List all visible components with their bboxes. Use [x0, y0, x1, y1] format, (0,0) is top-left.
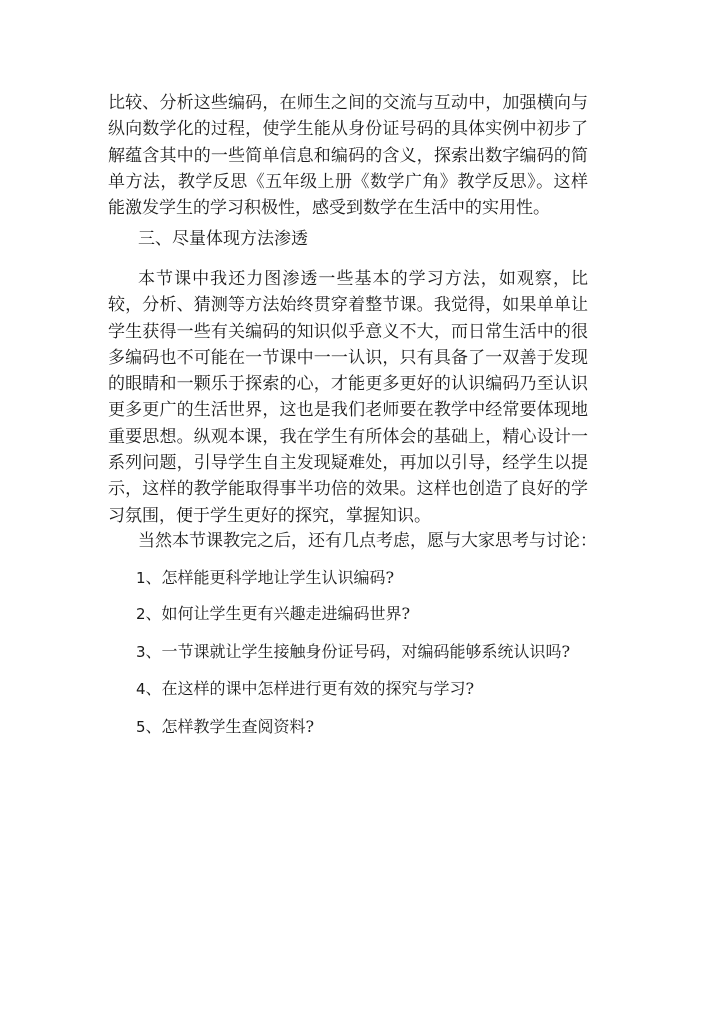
question-number: 4: [136, 680, 146, 698]
section-heading-method: 三、尽量体现方法渗透: [138, 229, 308, 249]
paragraph-reflection: 比较、分析这些编码，在师生之间的交流与互动中，加强横向与纵向数学化的过程，使学生能从身份证号码的具体实例中初步了解蕴含其中的一些简单信息和编码的含义，探索出数字编码的简单方法，教学反思《五年级上册《数学广角》教学反思》。这样能激发学生的学习积极性，感受到数学在生活中的实用性。: [108, 93, 588, 219]
question-number: 2: [136, 605, 146, 623]
question-text: 、怎样教学生查阅资料?: [145, 717, 315, 736]
paragraph-method: 本节课中我还力图渗透一些基本的学习方法，如观察，比较，分析、猜测等方法始终贯穿着整节课。我觉得，如果单单让学生获得一些有关编码的知识似乎意义不大，而日常生活中的很多编码也不可能在一节课中一一认识，只有具备了一双善于发现的眼睛和一颗乐于探索的心，才能更多更好的认识编码乃至认识更多更广的生活世界，这也是我们老师要在教学中经常要体现地重要思想。纵观本课，我在学生有所体会的基础上，精心设计一系列问题，引导学生自主发现疑难处，再加以引导，经学生以提示，这样的教学能取得事半功倍的效果。这样也创造了良好的学习氛围，便于学生更好的探究，掌握知识。: [108, 269, 588, 526]
question-item: [136, 714, 314, 740]
question-number: 3: [136, 643, 146, 661]
question-text: 、如何让学生更有兴趣走进编码世界?: [145, 604, 411, 623]
question-text: 、一节课就让学生接触身份证号码，对编码能够系统认识吗?: [145, 642, 571, 661]
question-number: 1: [136, 569, 146, 587]
question-item: [136, 639, 570, 665]
question-text: 、怎样能更科学地让学生认识编码?: [145, 568, 395, 587]
question-text: 、在这样的课中怎样进行更有效的探究与学习?: [145, 679, 475, 698]
question-number: 5: [136, 718, 146, 736]
question-item: [136, 565, 394, 591]
paragraph-considerations: 当然本节课教完之后，还有几点考虑，愿与大家思考与讨论：: [138, 531, 597, 551]
question-item: [136, 676, 474, 702]
question-item: [136, 601, 410, 627]
